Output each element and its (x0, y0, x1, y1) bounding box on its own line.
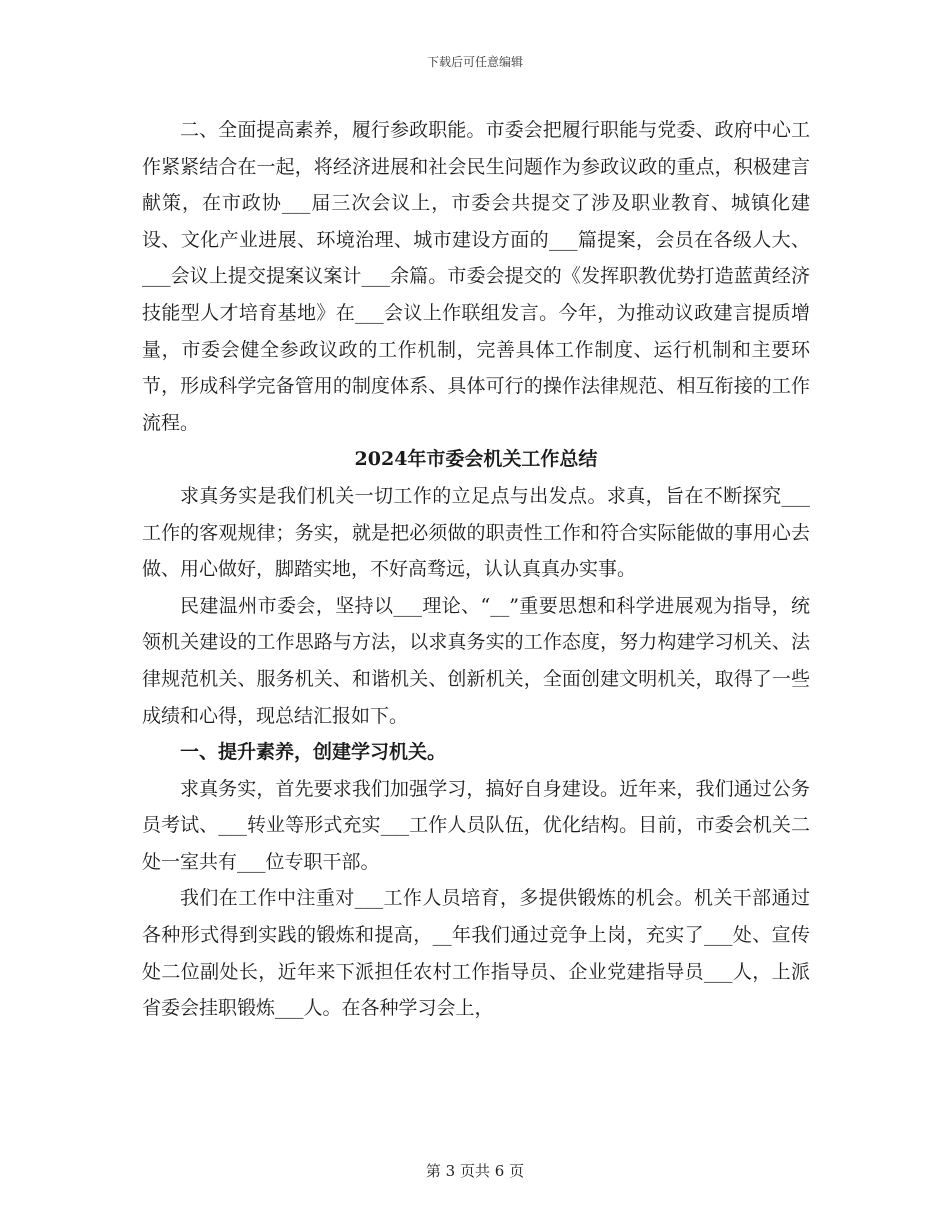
page-footer: 第 3 页共 6 页 (425, 1162, 525, 1180)
document-title: 2024年市委会机关工作总结 (354, 448, 598, 471)
page-header: 下载后可任意编辑 (426, 55, 523, 69)
paragraph-staffing: 求真务实，首先要求我们加强学习，搞好自身建设。近年来，我们通过公务员考试、___转业等形式充实___工作人员队伍，优化结构。目前，市委会机关二处一室共有___位专职干部。 (142, 777, 810, 873)
paragraph-participation: 二、全面提高素养，履行参政职能。市委会把履行职能与党委、政府中心工作紧紧结合在一起，将经济进展和社会民生问题作为参政议政的重点，积极建言献策，在市政协___届三次会议上，市委会共提交了涉及职业教育、城镇化建设、文化产业进展、环境治理、城市建设方面的___篇提案，会员在各级人大、___会议上提交提案议案计___余篇。市委会提交的《发挥职教优势打造蓝黄经济技能型人才培育基地》在___会议上作联组发言。今年，为推动议政建言提质增量，市委会健全参政议政的工作机制，完善具体工作制度、运行机制和主要环节，形成科学完备管用的制度体系、具体可行的操作法律规范、相互衔接的工作流程。 (142, 119, 810, 434)
paragraph-guidance: 民建温州市委会，坚持以___理论、“__”重要思想和科学进展观为指导，统领机关建设的工作思路与方法，以求真务实的工作态度，努力构建学习机关、法律规范机关、服务机关、和谐机关、创新机关，全面创建文明机关，取得了一些成绩和心得，现总结汇报如下。 (142, 594, 810, 727)
section-heading-learning: 一、提升素养，创建学习机关。 (180, 741, 447, 764)
paragraph-intro: 求真务实是我们机关一切工作的立足点与出发点。求真，旨在不断探究___工作的客观规律；务实，就是把必须做的职责性工作和符合实际能做的事用心去做、用心做好，脚踏实地，不好高骛远，认认真真办实事。 (142, 484, 810, 581)
paragraph-training: 我们在工作中注重对___工作人员培育，多提供锻炼的机会。机关干部通过各种形式得到实践的锻炼和提高，__年我们通过竞争上岗，充实了___处、宣传处二位副处长，近年来下派担任农村工作指导员、企业党建指导员___人，上派省委会挂职锻炼___人。在各种学习会上， (142, 887, 810, 1020)
document-body (142, 112, 810, 1027)
